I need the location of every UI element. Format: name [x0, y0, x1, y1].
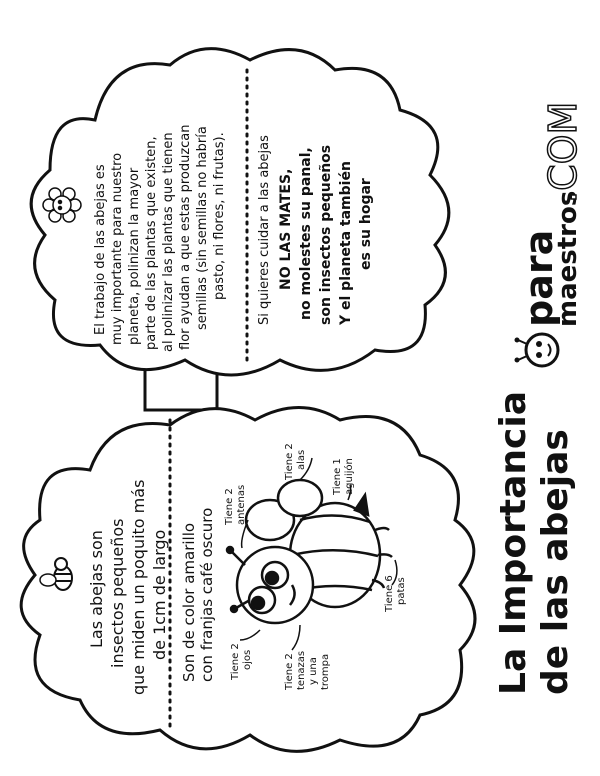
left-color-line-1: Son de color amarillo: [180, 522, 198, 682]
paramaestros-logo: [515, 102, 586, 366]
logo-suffix: .COM: [541, 101, 585, 203]
left-intro-line-1: Las abejas son: [87, 530, 106, 648]
title-line-2: de las abejas: [535, 429, 576, 695]
title-line-1: La Importancia: [493, 390, 534, 695]
right-paragraph-line-5: al polinizar las plantas que tienen: [161, 132, 176, 352]
label-tenazas-line-1: Tiene 2: [284, 653, 295, 690]
left-intro-line-2: insectos pequeños: [108, 518, 127, 668]
label-aguijon-line-1: Tiene 1: [332, 458, 343, 495]
page-title: [493, 391, 576, 695]
care-line-2: no molestes su panal,: [298, 147, 314, 320]
right-paragraph-line-1: El trabajo de las abejas es: [93, 164, 108, 335]
label-antenas-line-2: antenas: [236, 484, 247, 525]
care-line-4: Y el planeta también: [338, 161, 354, 325]
care-intro: Si quieres cuidar a las abejas: [257, 135, 272, 325]
label-antenas-line-1: Tiene 2: [224, 488, 235, 525]
right-paragraph-line-2: muy importante para nuestro: [110, 152, 125, 345]
right-paragraph-line-6: flor ayudan a que estas produzcan: [178, 124, 193, 350]
care-line-1: NO LAS MATES,: [278, 168, 294, 290]
label-patas-line-1: Tiene 6: [384, 575, 395, 612]
care-line-3: son insectos pequeños: [318, 144, 334, 325]
label-alas-line-2: alas: [296, 449, 307, 470]
label-tenazas-line-4: trompa: [320, 653, 331, 690]
right-paragraph-line-4: parte de las plantas que existen,: [144, 136, 159, 350]
bee-mascot-icon: [515, 334, 559, 366]
label-aguijon-line-2: aguijón: [344, 458, 355, 495]
label-ojos-line-2: ojos: [242, 649, 253, 670]
logo-word-para: para: [517, 229, 561, 327]
label-tenazas-line-2: tenazas: [296, 650, 307, 690]
left-intro-line-4: de 1cm de largo: [150, 529, 169, 660]
logo-word-maestros: maestros: [553, 190, 583, 327]
care-line-5: es su hogar: [358, 178, 374, 270]
label-ojos-line-1: Tiene 2: [230, 643, 241, 680]
label-alas-line-1: Tiene 2: [284, 443, 295, 480]
right-paragraph-line-3: planeta, polinizan la mayor: [127, 167, 142, 345]
left-color-line-2: con franjas café oscuro: [198, 507, 216, 682]
label-tenazas-line-3: y una: [308, 657, 319, 685]
right-paragraph-line-7: semillas (sin semillas no habría: [195, 126, 210, 330]
label-patas-line-2: patas: [396, 577, 407, 605]
left-intro-line-3: que miden un poquito más: [129, 479, 148, 695]
right-paragraph-line-8: pasto, ni flores, ni frutas).: [212, 132, 227, 300]
